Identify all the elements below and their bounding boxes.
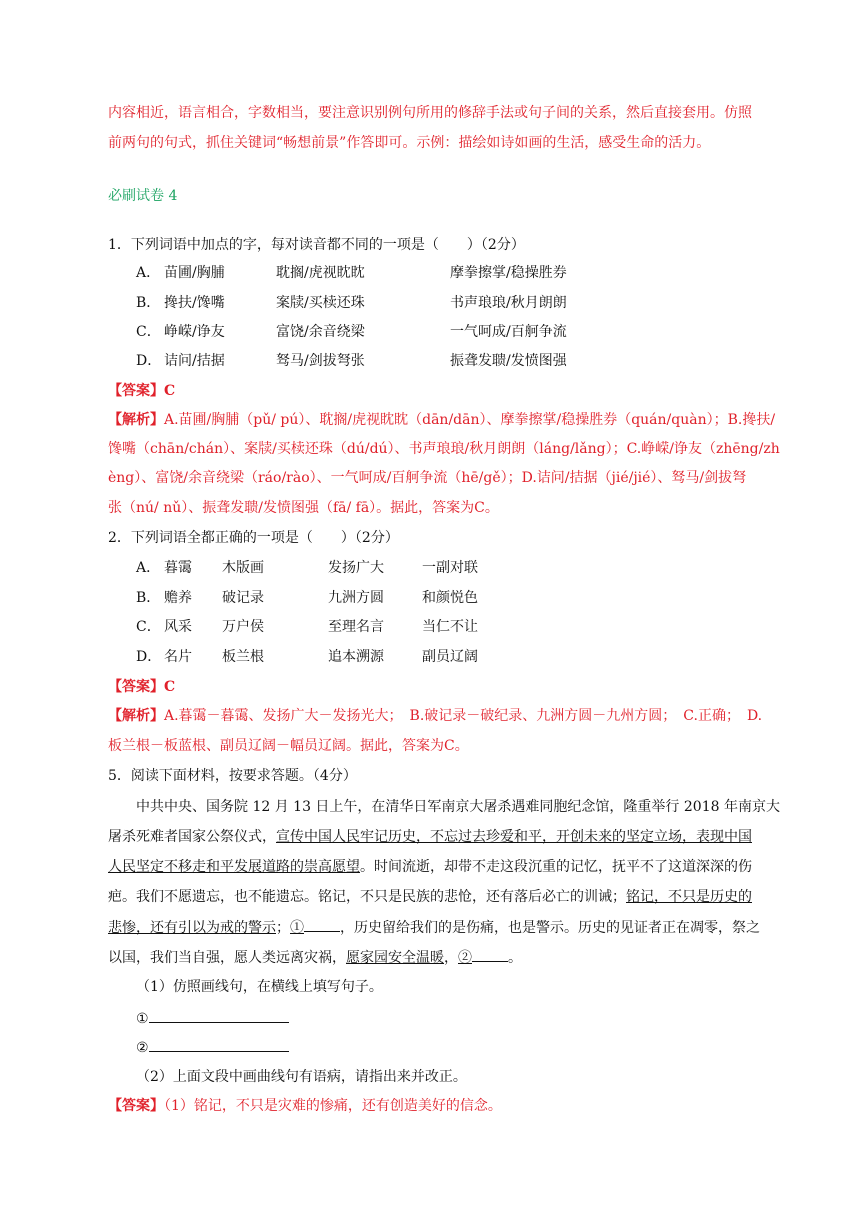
passage-text: ； xyxy=(276,920,290,936)
q2-option-word: 追本溯源 xyxy=(328,649,384,665)
passage-text: 。时间流逝，却带不走这段沉重的记忆，抚平不了这道深深的伤 xyxy=(360,859,752,875)
intro-line-2: 前两句的句式，抓住关键词“畅想前景”作答即可。示例：描绘如诗如画的生活，感受生命的活力。 xyxy=(108,135,711,151)
q1-option-label: B． xyxy=(136,295,161,311)
passage-line-2 xyxy=(108,827,752,847)
q1-option-word: 耽搁/虎视眈眈 xyxy=(276,265,365,281)
analysis-tag: 【解析】 xyxy=(108,412,164,428)
intro-line-1: 内容相近，语言相合，字数相当，要注意识别例句所用的修辞手法或句子间的关系，然后直接套用。仿照 xyxy=(108,105,752,121)
q2-option-word: 至理名言 xyxy=(328,619,384,635)
answer-blank-marker: ② xyxy=(136,1040,149,1056)
answer-blank-1[interactable] xyxy=(149,1008,289,1023)
q2-option-word: 万户侯 xyxy=(222,619,264,635)
passage-text: ， xyxy=(444,950,458,966)
q2-option-word: 风采 xyxy=(164,619,192,635)
q5-stem: 5．阅读下面材料，按要求答题。（4分） xyxy=(108,768,357,784)
q2-option-label: D． xyxy=(136,649,162,665)
passage-underlined-text: 人民坚定不移走和平发展道路的崇高愿望 xyxy=(108,859,360,875)
q1-option-word: 摩拳擦掌/稳操胜券 xyxy=(450,265,567,281)
q2-option-word: 名片 xyxy=(164,649,192,665)
passage-underlined-text: 铭记，不只是历史的 xyxy=(626,889,752,905)
q1-option-word: 诘问/拮据 xyxy=(164,353,225,369)
passage-text: 屠杀死难者国家公祭仪式， xyxy=(108,829,276,845)
passage-line-5 xyxy=(108,917,760,938)
answer-value: C xyxy=(164,383,176,399)
q2-analysis-line-2: 板兰根－板蓝根、副员辽阔－幅员辽阔。据此，答案为C。 xyxy=(108,738,469,754)
passage-underlined-text: 悲惨，还有引以为戒的警示 xyxy=(108,920,276,936)
q2-option-word: 一副对联 xyxy=(422,560,478,576)
q2-option-word: 九洲方圆 xyxy=(328,590,384,606)
q2-option-word: 板兰根 xyxy=(222,649,264,665)
q2-stem: 2．下列词语全都正确的一项是（ ）（2分） xyxy=(108,530,399,546)
q2-option-word: 木版画 xyxy=(222,560,264,576)
analysis-text: A.暮霭－暮霭、发扬广大－发扬光大； B.破记录－破纪录、九洲方圆－九州方圆； C.正确； D. xyxy=(164,708,763,724)
q1-option-word: 苗圃/胸脯 xyxy=(164,265,225,281)
answer-value: C xyxy=(164,679,176,695)
q2-option-word: 赡养 xyxy=(164,590,192,606)
q1-stem: 1．下列词语中加点的字，每对读音都不同的一项是（ ）（2分） xyxy=(108,237,525,253)
q5-answer xyxy=(108,1096,502,1116)
q2-option-label: C． xyxy=(136,619,161,635)
passage-line-6 xyxy=(108,947,522,968)
answer-value: （1）铭记，不只是灾难的惨痛，还有创造美好的信念。 xyxy=(164,1098,502,1114)
answer-blank-marker: ① xyxy=(136,1011,149,1027)
q1-option-label: D． xyxy=(136,353,162,369)
q2-option-word: 当仁不让 xyxy=(422,619,478,635)
q1-answer xyxy=(108,381,175,401)
q1-analysis-line-1 xyxy=(108,410,775,430)
q1-option-word: 案牍/买椟还珠 xyxy=(276,295,365,311)
q2-option-word: 发扬广大 xyxy=(328,560,384,576)
q2-option-word: 和颜悦色 xyxy=(422,590,478,606)
q2-option-label: A． xyxy=(136,560,161,576)
passage-text: 以国，我们当自强，愿人类远离灾祸， xyxy=(108,950,346,966)
answer-blank-row-2 xyxy=(136,1037,289,1058)
passage-line-3 xyxy=(108,857,752,877)
q1-option-word: 搀扶/馋嘴 xyxy=(164,295,225,311)
blank-marker-2: ② xyxy=(458,950,472,966)
blank-marker-1: ① xyxy=(290,920,304,936)
passage-underlined-text: 愿家园安全温暖 xyxy=(346,950,444,966)
passage-line-1: 中共中央、国务院 12 月 13 日上午，在清华日军南京大屠杀遇难同胞纪念馆，隆重举行 2018 年南京大 xyxy=(136,799,780,815)
q1-option-label: A． xyxy=(136,265,161,281)
q1-analysis-line-4: 张（nú/ nǔ）、振聋发聩/发愤图强（fā/ fā）。据此，答案为C。 xyxy=(108,500,499,516)
q5-sub1: （1）仿照画线句，在横线上填写句子。 xyxy=(136,979,383,995)
q5-sub2: （2）上面文段中画曲线句有语病，请指出来并改正。 xyxy=(136,1069,467,1085)
passage-text: ，历史留给我们的是伤痛，也是警示。历史的见证者正在凋零，祭之 xyxy=(340,920,760,936)
analysis-tag: 【解析】 xyxy=(108,708,164,724)
answer-tag: 【答案】 xyxy=(108,383,164,399)
analysis-text: A.苗圃/胸脯（pǔ/ pú）、耽搁/虎视眈眈（dān/dān）、摩拳擦掌/稳操胜券（quán/quàn）；B.搀扶/ xyxy=(164,412,776,428)
passage-underlined-text: 宣传中国人民牢记历史，不忘过去珍爱和平，开创未来的坚定立场，表现中国 xyxy=(276,829,752,845)
q1-option-word: 振聋发聩/发愤图强 xyxy=(450,353,567,369)
q2-analysis-line-1 xyxy=(108,706,762,726)
q2-option-label: B． xyxy=(136,590,161,606)
q1-analysis-line-2: 馋嘴（chān/chán）、案牍/买椟还珠（dú/dú）、书声琅琅/秋月朗朗（láng/lǎng）；C.峥嵘/诤友（zhēng/zh xyxy=(108,441,780,457)
q1-analysis-line-3: èng）、富饶/余音绕梁（ráo/rào）、一气呵成/百舸争流（hē/gě）；D.诘问/拮据（jié/jié）、驽马/剑拔弩 xyxy=(108,470,747,486)
answer-tag: 【答案】 xyxy=(108,1098,164,1114)
passage-text: 疤。我们不愿遗忘，也不能遗忘。铭记，不只是民族的悲怆，还有落后必亡的训诫； xyxy=(108,889,626,905)
section-title: 必刷试卷 4 xyxy=(108,188,178,204)
answer-blank-2[interactable] xyxy=(149,1037,289,1052)
q1-option-word: 驽马/剑拔弩张 xyxy=(276,353,365,369)
q1-option-word: 峥嵘/诤友 xyxy=(164,324,225,340)
q1-option-word: 富饶/余音绕梁 xyxy=(276,324,365,340)
q1-option-word: 书声琅琅/秋月朗朗 xyxy=(450,295,567,311)
q2-option-word: 破记录 xyxy=(222,590,264,606)
answer-tag: 【答案】 xyxy=(108,679,164,695)
q1-option-label: C． xyxy=(136,324,161,340)
answer-blank-row-1 xyxy=(136,1008,289,1029)
passage-blank-1[interactable] xyxy=(304,917,340,932)
q1-option-word: 一气呵成/百舸争流 xyxy=(450,324,567,340)
q2-option-word: 副员辽阔 xyxy=(422,649,478,665)
q2-option-word: 暮霭 xyxy=(164,560,192,576)
passage-line-4 xyxy=(108,887,752,907)
passage-text: 。 xyxy=(508,950,522,966)
passage-blank-2[interactable] xyxy=(472,947,508,962)
q2-answer xyxy=(108,677,175,697)
